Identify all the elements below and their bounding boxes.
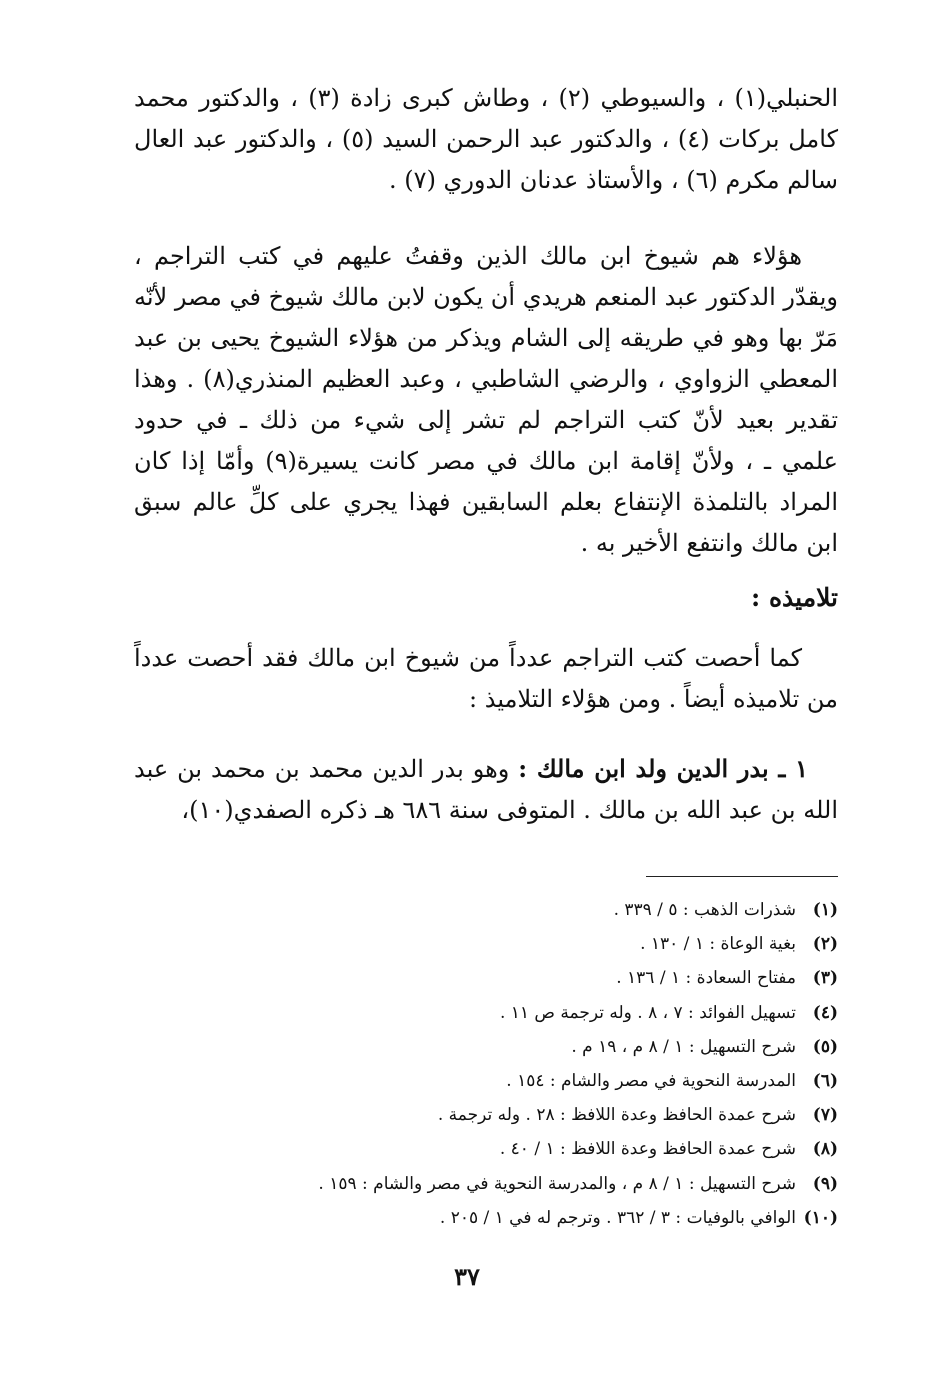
footnote-text: المدرسة النحوية في مصر والشام : ١٥٤ . [506, 1071, 796, 1092]
footnote-text: شرح التسهيل : ١ / ٨ م ، ١٩ م . [571, 1036, 796, 1057]
footnote-text: شذرات الذهب : ٥ / ٣٣٩ . [613, 900, 796, 920]
student-one-description: وهو بدر الدين محمد بن محمد بن عبد الله بن عبد الله بن مالك . المتوفى سنة ٦٨٦ هـ ذكره الصفدي(١٠)، [134, 755, 838, 824]
footnote-item [134, 1132, 838, 1166]
footnote-number: (٩) [812, 1173, 838, 1194]
footnote-text: تسهيل الفوائد : ٧ ، ٨ . وله ترجمة ص ١١ . [499, 1002, 796, 1023]
paragraph-students-intro: كما أحصت كتب التراجم عدداً من شيوخ ابن مالك فقد أحصت عدداً من تلاميذه أيضاً . ومن هؤلاء التلاميذ : [134, 644, 838, 713]
paragraph-sheikhs-list: الحنبلي(١) ، والسيوطي (٢) ، وطاش كبرى زادة (٣) ، والدكتور محمد كامل بركات (٤) ، والدكتور عبد الرحمن السيد (٥) ، والدكتور عبد العال سالم مكرم (٦) ، والأستاذ عدنان الدوري (٧) . [134, 84, 839, 194]
footnote-number: (١) [812, 900, 838, 920]
footnote-text: شرح عمدة الحافظ وعدة اللافظ : ٢٨ . وله ترجمة . [437, 1105, 796, 1126]
footnote-separator [646, 876, 838, 877]
footnote-number: (٢) [812, 934, 838, 955]
footnote-number: (٥) [812, 1036, 838, 1057]
footnote-number: (٣) [812, 968, 838, 989]
student-one-name: ١ ـ بدر الدين ولد ابن مالك : [518, 754, 808, 783]
paragraph-sheikhs-discussion: هؤلاء هم شيوخ ابن مالك الذين وقفتُ عليهم في كتب التراجم ، ويقدّر الدكتور عبد المنعم هريدي أن يكون لابن مالك شيوخ في مصر لأنّه مَرّ بها وهو في طريقه إلى الشام ويذكر من هؤلاء الشيوخ يحيى بن عبد المعطي الزواوي ، والرضي الشاطبي ، وعبد العظيم المنذري(٨) . وهذا تقدير بعيد لأنّ كتب التراجم لم تشر إلى شيء من ذلك ـ في حدود علمي ـ ، ولأنّ إقامة ابن مالك في مصر كانت يسيرة(٩) وأمّا إذا كان المراد بالتلمذة الإنتفاع بعلم السابقين فهذا يجري على كلِّ عالم سبق ابن مالك وانتفع الأخير به . [134, 242, 839, 557]
footnote-item [134, 1201, 838, 1235]
footnote-number: (٨) [812, 1139, 838, 1160]
footnote-text: شرح التسهيل : ١ / ٨ م ، والمدرسة النحوية في مصر والشام : ١٥٩ . [318, 1173, 796, 1194]
footnote-text: مفتاح السعادة : ١ / ١٣٦ . [616, 968, 796, 989]
footnote-item [134, 1064, 838, 1098]
footnote-item [134, 1098, 838, 1132]
footnotes-list [134, 893, 838, 1235]
footnote-item [134, 961, 838, 995]
footnote-item [134, 927, 838, 961]
footnote-text: بغية الوعاة : ١ / ١٣٠ . [640, 934, 796, 955]
footnote-item [134, 996, 838, 1030]
footnote-item [134, 1167, 838, 1201]
page-number: ٣٧ [454, 1262, 480, 1291]
footnote-number: (٧) [812, 1105, 838, 1126]
footnote-number: (٤) [812, 1002, 838, 1023]
footnote-item [134, 1030, 838, 1064]
footnote-text: الوافي بالوفيات : ٣ / ٣٦٢ . وترجم له في ١ / ٢٠٥ . [439, 1207, 796, 1228]
section-heading-students: تلاميذه : [751, 583, 838, 612]
paragraph-student-one [134, 748, 838, 831]
footnote-number: (٦) [812, 1071, 838, 1092]
footnote-text: شرح عمدة الحافظ وعدة اللافظ : ١ / ٤٠ . [499, 1139, 796, 1160]
footnote-item [134, 893, 838, 927]
footnote-number: (١٠) [803, 1207, 838, 1228]
